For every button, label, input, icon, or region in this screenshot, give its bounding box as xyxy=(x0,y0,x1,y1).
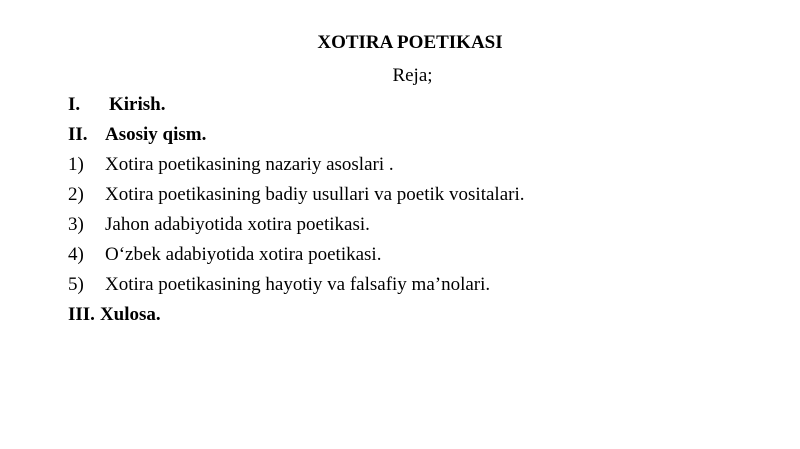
list-item xyxy=(68,272,490,298)
section-text: Xulosa. xyxy=(99,304,161,325)
list-item-number: 4) xyxy=(68,244,84,265)
section-conclusion xyxy=(68,302,161,328)
section-text: Asosiy qism. xyxy=(105,124,207,145)
list-item-number: 3) xyxy=(68,214,84,235)
section-main xyxy=(68,122,206,148)
list-item-text: O‘zbek adabiyotida xotira poetikasi. xyxy=(105,244,382,265)
list-item xyxy=(68,212,370,238)
list-item xyxy=(68,242,381,268)
list-item-number: 1) xyxy=(68,154,84,175)
list-item-number: 5) xyxy=(68,274,84,295)
list-item-text: Xotira poetikasining badiy usullari va poetik vositalari. xyxy=(105,184,525,205)
document-subtitle: Reja; xyxy=(392,65,433,86)
list-item-number: 2) xyxy=(68,184,84,205)
list-item-text: Xotira poetikasining nazariy asoslari . xyxy=(105,154,394,175)
section-marker: I. xyxy=(68,94,81,115)
section-marker: III. xyxy=(68,304,95,325)
section-intro xyxy=(68,92,165,118)
section-text: Kirish. xyxy=(109,94,166,115)
list-item xyxy=(68,182,525,208)
section-marker: II. xyxy=(68,124,88,145)
document-title: XOTIRA POETIKASI xyxy=(317,32,503,53)
list-item-text: Jahon adabiyotida xotira poetikasi. xyxy=(105,214,370,235)
list-item-text: Xotira poetikasining hayotiy va falsafiy ma’nolari. xyxy=(105,274,491,295)
list-item xyxy=(68,152,394,178)
